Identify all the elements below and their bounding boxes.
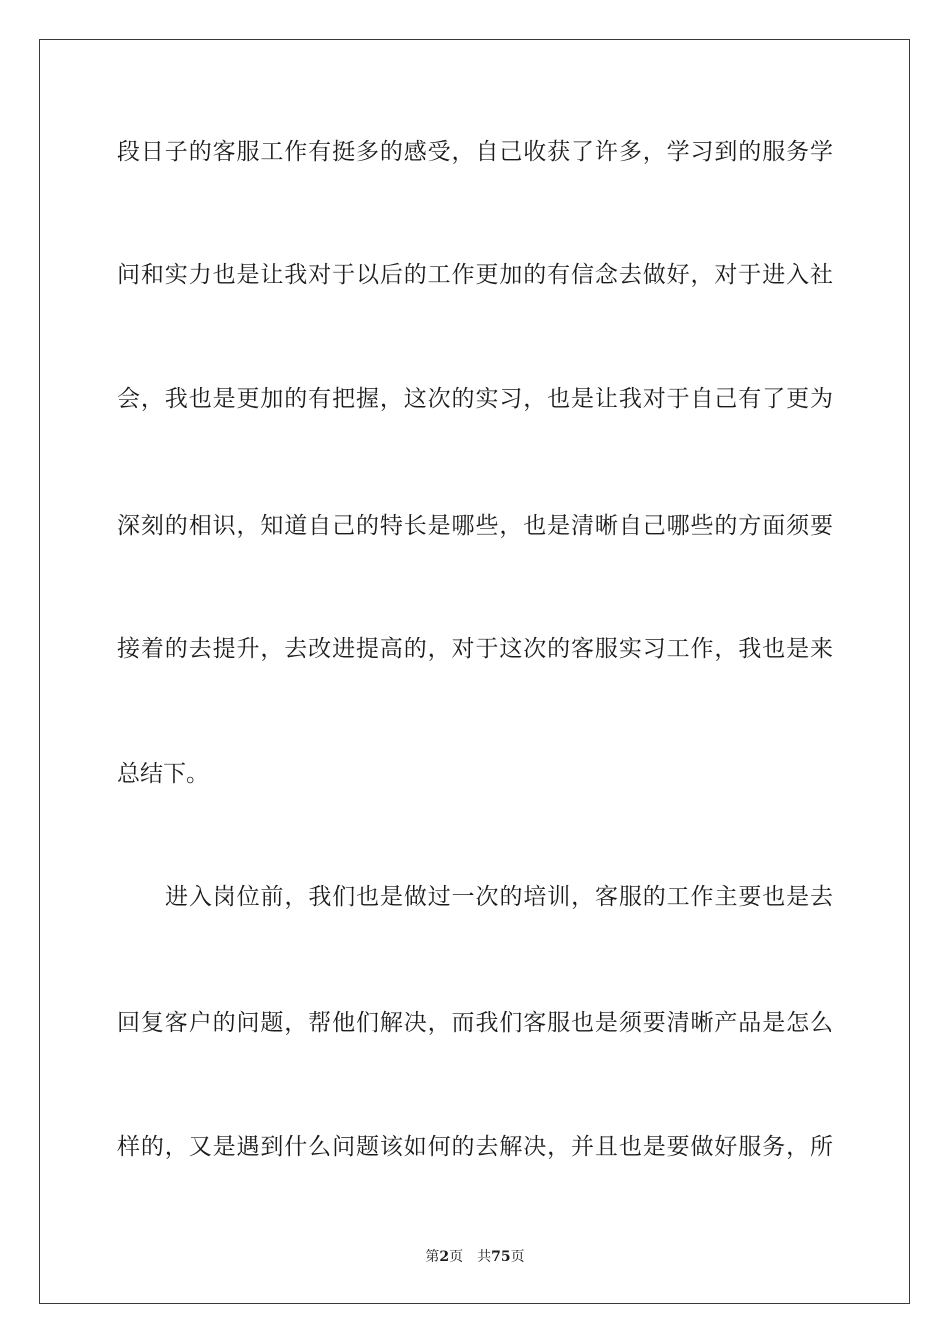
body-line-9: 样的，又是遇到什么问题该如何的去解决，并且也是要做好服务，所 xyxy=(117,1134,833,1160)
body-line-8: 回复客户的问题，帮他们解决，而我们客服也是须要清晰产品是怎么 xyxy=(117,1010,833,1036)
page-footer xyxy=(0,1247,950,1267)
body-line-1: 段日子的客服工作有挺多的感受，自己收获了许多，学习到的服务学 xyxy=(117,139,833,165)
body-line-6: 总结下。 xyxy=(117,761,209,787)
footer-page-prefix: 第 xyxy=(425,1249,440,1265)
body-line-3: 会，我也是更加的有把握，这次的实习，也是让我对于自己有了更为 xyxy=(117,386,833,412)
footer-total-pages: 75 xyxy=(491,1249,511,1265)
body-line-4: 深刻的相识，知道自己的特长是哪些，也是清晰自己哪些的方面须要 xyxy=(117,513,833,539)
footer-page-number: 2 xyxy=(439,1249,450,1265)
footer-page-suffix: 页 xyxy=(449,1249,464,1265)
body-line-5: 接着的去提升，去改进提高的，对于这次的客服实习工作，我也是来 xyxy=(117,636,833,662)
footer-total-prefix: 共 xyxy=(477,1249,492,1265)
body-line-7: 进入岗位前，我们也是做过一次的培训，客服的工作主要也是去 xyxy=(165,884,833,910)
body-line-2: 问和实力也是让我对于以后的工作更加的有信念去做好，对于进入社 xyxy=(117,262,833,288)
page-border xyxy=(39,39,910,1304)
footer-total-suffix: 页 xyxy=(510,1249,525,1265)
